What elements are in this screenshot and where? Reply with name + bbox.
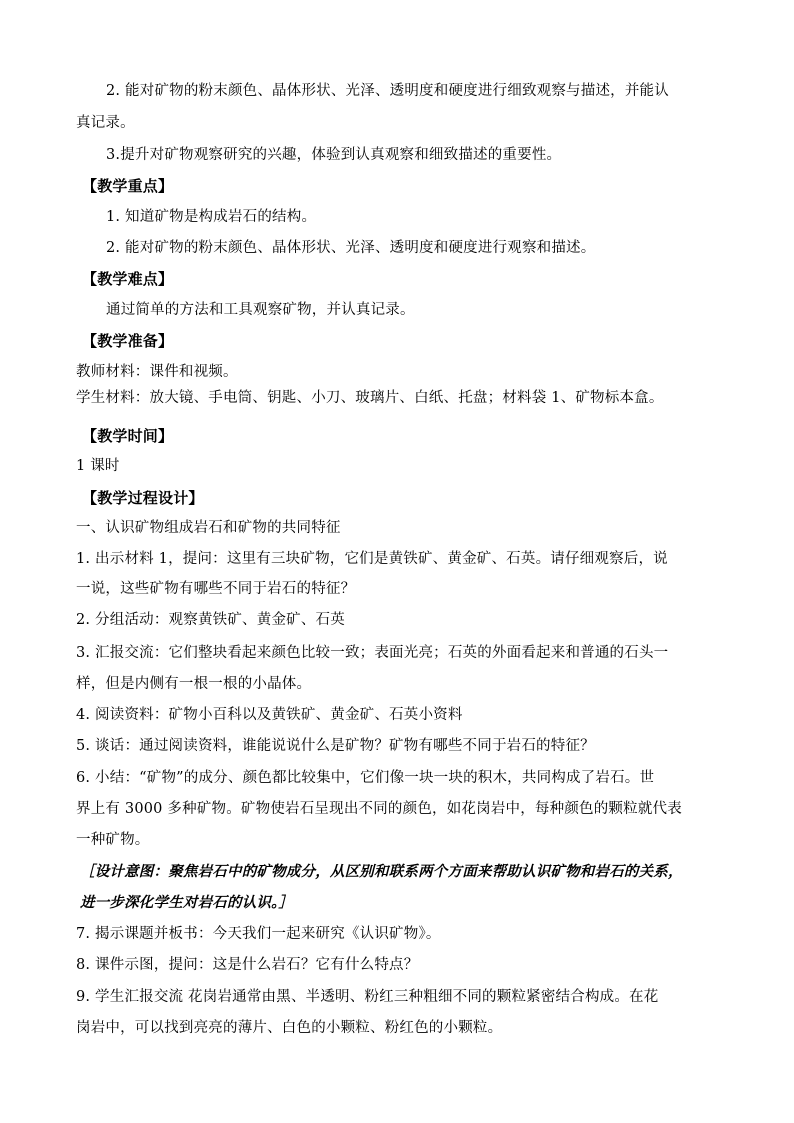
step-3-line-2: 样，但是内侧有一根一根的小晶体。 [76, 676, 312, 692]
teacher-materials: 教师材料：课件和视频。 [76, 364, 238, 380]
objective-2-line-2: 真记录。 [76, 115, 135, 131]
step-6-line-3: 一种矿物。 [76, 832, 150, 848]
design-intent-line-2: 进一步深化学生对岩石的认识。］ [80, 894, 294, 911]
process-heading: 【教学过程设计】 [82, 489, 204, 507]
design-intent-line-1: ［设计意图：聚焦岩石中的矿物成分，从区别和联系两个方面来帮助认识矿物和岩石的关系， [80, 863, 683, 880]
objective-3: 3.提升对矿物观察研究的兴趣，体验到认真观察和细致描述的重要性。 [106, 147, 562, 163]
step-1-line-1: 1. 出示材料 1，提问：这里有三块矿物，它们是黄铁矿、黄金矿、石英。请仔细观察后，说 [76, 551, 668, 567]
time-text: 1 课时 [76, 458, 120, 474]
difficulties-text: 通过简单的方法和工具观察矿物，并认真记录。 [106, 302, 415, 318]
key-point-2: 2. 能对矿物的粉末颜色、晶体形状、光泽、透明度和硬度进行观察和描述。 [106, 240, 596, 256]
step-4: 4. 阅读资料：矿物小百科以及黄铁矿、黄金矿、石英小资料 [76, 707, 463, 723]
time-heading: 【教学时间】 [82, 427, 174, 445]
step-9-line-2: 岗岩中，可以找到亮亮的薄片、白色的小颗粒、粉红色的小颗粒。 [76, 1020, 503, 1036]
preparation-heading: 【教学准备】 [82, 332, 174, 350]
difficulties-heading: 【教学难点】 [82, 270, 174, 288]
step-8: 8. 课件示图，提问：这是什么岩石？它有什么特点？ [76, 957, 419, 973]
objective-2-line-1: 2. 能对矿物的粉末颜色、晶体形状、光泽、透明度和硬度进行细致观察与描述，并能认 [106, 83, 669, 99]
step-1-line-2: 一说，这些矿物有哪些不同于岩石的特征？ [76, 581, 356, 597]
key-point-1: 1. 知道矿物是构成岩石的结构。 [106, 209, 317, 225]
step-6-line-2: 界上有 3000 多种矿物。矿物使岩石呈现出不同的颜色，如花岗岩中，每种颜色的颗粒就代表 [76, 801, 682, 817]
section-1-title: 一、认识矿物组成岩石和矿物的共同特征 [76, 520, 341, 536]
step-6-line-1: 6. 小结：“矿物”的成分、颜色都比较集中，它们像一块一块的积木，共同构成了岩石。世 [76, 770, 655, 786]
step-7: 7. 揭示课题并板书：今天我们一起来研究《认识矿物》。 [76, 926, 441, 942]
student-materials: 学生材料：放大镜、手电筒、钥匙、小刀、玻璃片、白纸、托盘；材料袋 1、矿物标本盒。 [76, 390, 664, 406]
step-9-line-1: 9. 学生汇报交流 花岗岩通常由黑、半透明、粉红三种粗细不同的颗粒紧密结合构成。在花 [76, 989, 659, 1005]
key-points-heading: 【教学重点】 [82, 177, 174, 195]
step-2: 2. 分组活动：观察黄铁矿、黄金矿、石英 [76, 612, 345, 628]
step-3-line-1: 3. 汇报交流：它们整块看起来颜色比较一致；表面光亮；石英的外面看起来和普通的石头一 [76, 645, 669, 661]
step-5: 5. 谈话：通过阅读资料，谁能说说什么是矿物？矿物有哪些不同于岩石的特征？ [76, 738, 595, 754]
